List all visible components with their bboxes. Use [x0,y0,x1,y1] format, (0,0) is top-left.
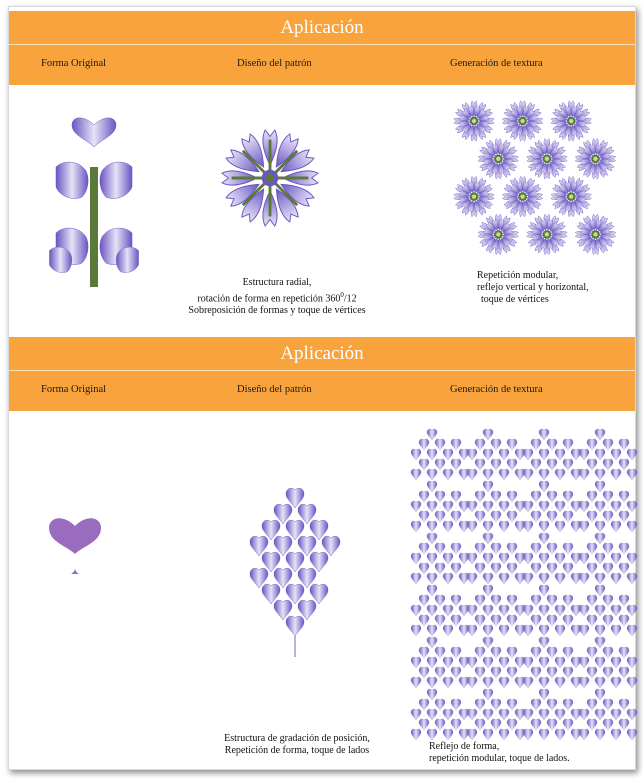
section2-col-original: Forma Original [41,384,107,395]
section2-col-texture: Generación de textura [450,384,543,395]
section2-title: Aplicación [9,337,635,371]
section1-title: Aplicación [9,11,635,45]
radial-pattern-illustration [215,123,325,233]
section1-col-pattern: Diseño del patrón [237,58,312,69]
section2-texture-caption: Reflejo de forma, repetición modular, toque de lados. [429,741,570,764]
radial-texture-illustration [447,94,617,259]
heart-shape-illustration [45,512,105,574]
lavender-flower-illustration [44,117,144,287]
gradation-pattern-illustration [235,485,355,665]
section2-col-pattern: Diseño del patrón [237,384,312,395]
section1-column-headers [9,45,635,85]
section1-pattern-caption: Estructura radial, rotación de forma en repetición $360^0/12$ Sobreposición de formas y toque de vértices [188,277,366,317]
section2-column-headers [9,371,635,411]
document-frame [8,6,636,770]
section2-pattern-caption: Estructura de gradación de posición, Repetición de forma, toque de lados [224,733,370,756]
lattice-texture-illustration [412,427,637,737]
section1-col-original: Forma Original [41,58,107,69]
section1-texture-caption: Repetición modular, reflejo vertical y horizontal, toque de vértices [477,270,589,305]
section1-col-texture: Generación de textura [450,58,543,69]
